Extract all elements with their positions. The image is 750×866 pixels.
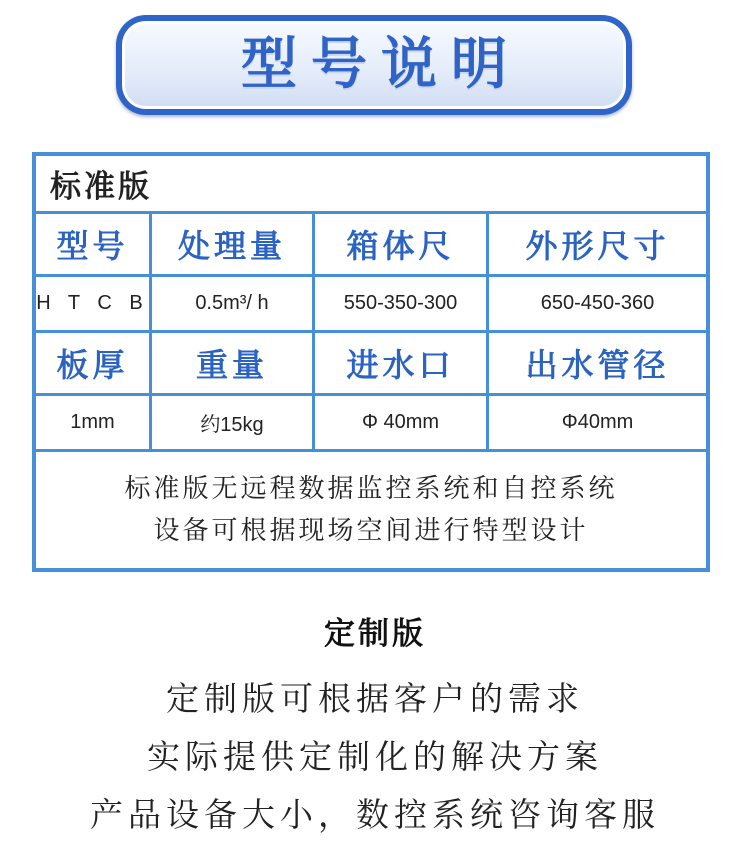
header-inlet-label: 进水口 [346, 346, 455, 384]
value-capacity: 0.5m³/ h [195, 292, 269, 314]
value-cell-inlet [315, 396, 489, 449]
header-thickness-label: 板厚 [56, 346, 129, 384]
value-cell-box-size [315, 277, 489, 330]
header-cell-weight [152, 333, 315, 393]
custom-line: 产品设备大小，数控系统咨询客服 [90, 795, 660, 834]
title-banner [116, 15, 632, 115]
header-weight-label: 重量 [195, 346, 268, 384]
header-box-size-label: 箱体尺 [346, 227, 455, 265]
header-cell-model [36, 214, 152, 274]
spec-value-row-2 [36, 396, 706, 452]
header-cell-outlet [489, 333, 706, 393]
header-outer-size-label: 外形尺寸 [525, 227, 670, 265]
spec-note-line: 设备可根据现场空间进行特型设计 [153, 516, 589, 546]
value-cell-thickness [36, 396, 152, 449]
header-cell-thickness [36, 333, 152, 393]
value-weight: 约15kg [200, 414, 264, 436]
spec-value-row-1 [36, 277, 706, 333]
header-cell-outer-size [489, 214, 706, 274]
spec-heading-text: 标准版 [50, 169, 152, 205]
custom-line: 定制版可根据客户的需求 [166, 679, 584, 718]
title-banner-inner [122, 21, 626, 109]
value-box-size: 550-350-300 [343, 292, 458, 314]
value-outer-size: 650-450-360 [540, 292, 655, 314]
custom-line: 实际提供定制化的解决方案 [147, 737, 603, 776]
spec-header-row-1 [36, 214, 706, 277]
value-cell-outlet [489, 396, 706, 449]
value-model: H T C B [36, 292, 149, 314]
spec-note [36, 452, 706, 552]
value-thickness: 1mm [70, 411, 115, 433]
header-capacity-label: 处理量 [177, 227, 286, 265]
value-inlet: Φ 40mm [361, 411, 440, 433]
header-outlet-label: 出水管径 [525, 346, 670, 384]
spec-table [32, 152, 710, 572]
value-cell-weight [152, 396, 315, 449]
header-cell-inlet [315, 333, 489, 393]
value-outlet: Φ40mm [561, 411, 634, 433]
value-cell-model [36, 277, 152, 330]
spec-header-row-2 [36, 333, 706, 396]
spec-note-line: 标准版无远程数据监控系统和自控系统 [124, 474, 618, 504]
spec-table-heading [36, 156, 706, 214]
header-cell-capacity [152, 214, 315, 274]
custom-section-title: 定制版 [324, 616, 426, 652]
value-cell-outer-size [489, 277, 706, 330]
header-model-label: 型号 [56, 227, 129, 265]
page-title: 型号说明 [241, 32, 521, 97]
value-cell-capacity [152, 277, 315, 330]
header-cell-box-size [315, 214, 489, 274]
custom-section-body [0, 670, 750, 844]
